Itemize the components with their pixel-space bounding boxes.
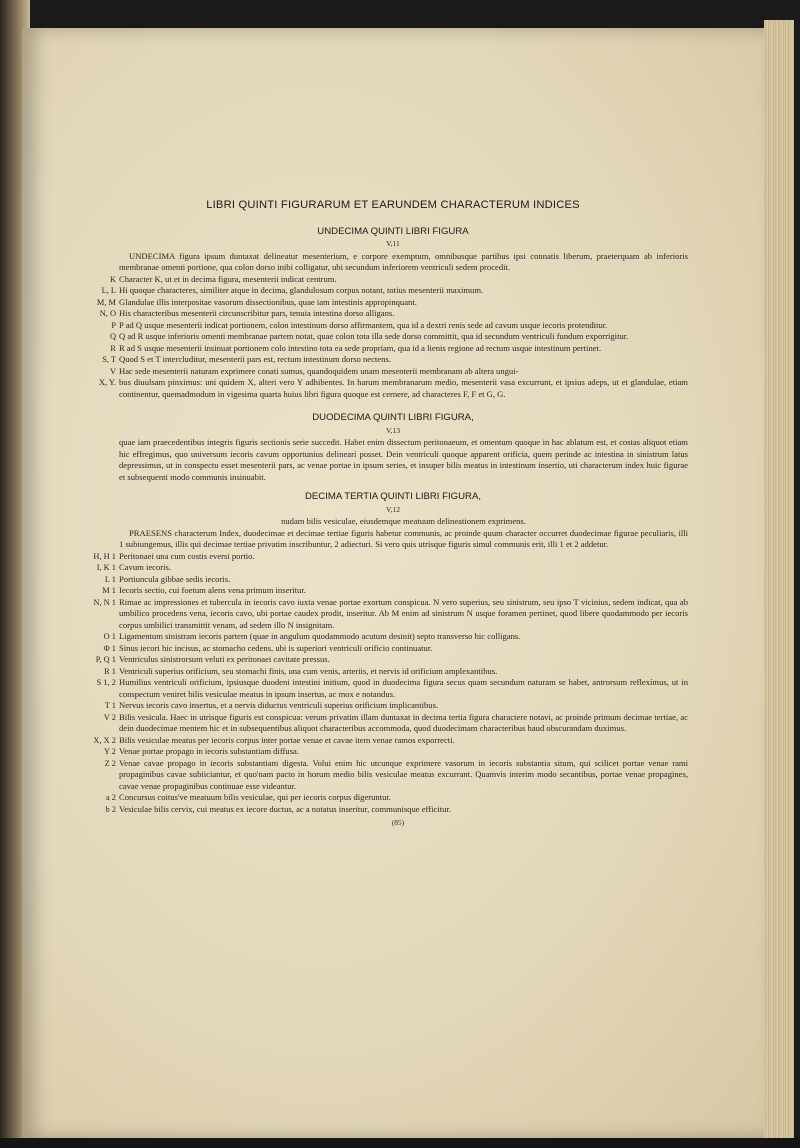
entry-row xyxy=(88,792,688,804)
entry-list-undecima xyxy=(88,274,688,401)
entry-mark: X, Y. xyxy=(99,378,116,387)
entry-row xyxy=(88,758,688,793)
section-ref-undecima: V,11 xyxy=(386,239,400,248)
entry-mark: S, T xyxy=(102,355,116,364)
entry-mark: Z 2 xyxy=(104,758,116,768)
entry-row xyxy=(88,551,688,563)
entry-row xyxy=(88,654,688,666)
entry-text: Quod S et T intercluditur, mesenterii pars est, rectum intestinum dorso nectens. xyxy=(119,354,391,364)
entry-text: Portiuncula gibbae sedis iecoris. xyxy=(119,573,231,584)
entry-row xyxy=(88,597,688,632)
entry-mark: P, Q 1 xyxy=(95,655,116,664)
entry-row xyxy=(88,562,688,574)
entry-text: Rimae ac impressiones et tubercula in iecoris cavo iuxta venae portae exortum conspicua. N vero superius, seu sinistrum, seu ipso T vicinius, sedem indicat, qua ab umbilico procedens vena, iecoris cavo, ubi portae caudex prodit, inseritur. Ab M enim ad sinistrum N usque foramen pertinet, quod libere quodammodo per iecoris corpus umbilici transmittit venam, ad sedem illo N insignitam. xyxy=(119,596,688,630)
entry-row xyxy=(88,343,688,355)
entry-row xyxy=(88,366,688,378)
section-heading-duodecima: DUODECIMA QUINTI LIBRI FIGURA, xyxy=(312,412,474,423)
entry-text: Nervus iecoris cavo insertus, et a nervis diductus ventriculi superius orificium implicantibus. xyxy=(119,700,439,710)
entry-row xyxy=(88,308,688,320)
page-text xyxy=(88,200,688,829)
entry-row xyxy=(88,631,688,643)
entry-text: Venae cavae propago in iecoris substantiam digesta. Volui enim hic utcunque exprimere vasorum in iecoris substantia situm, qui scilicet portae venae rami propaginibus cavae subiiciantur, et quo'nam pacto in horum medio bilis vesiculae meatus excurrant. Quamvis interim modo secantibus, portae venae propagines, cavae venae propaginibus continuae esse videantur. xyxy=(119,757,688,791)
entry-mark: N, N 1 xyxy=(93,597,116,607)
entry-text: Ventriculus sinistrorsum veluti ex peritonaei cavitate pressus. xyxy=(119,654,330,664)
entry-text: Glandulae illis interpositae vasorum dissectionibus, quae iam intestinis appropinquant. xyxy=(119,296,417,307)
entry-text: Ventriculi superius orificium, seu stomachi finis, una cum venis, arteriis, et nervis id orificium amplexantibus. xyxy=(119,665,498,676)
entry-row xyxy=(88,354,688,366)
entry-row xyxy=(88,320,688,332)
entry-row xyxy=(88,677,688,700)
section-heading-undecima: UNDECIMA QUINTI LIBRI FIGURA xyxy=(317,225,469,237)
entry-mark: L, L xyxy=(101,286,116,295)
entry-text: Concursus coitus've meatuum bilis vesiculae, qui per iecoris corpus digeruntur. xyxy=(119,792,391,802)
entry-row xyxy=(88,585,688,597)
entry-row xyxy=(88,285,688,297)
entry-text: Bilis vesicula. Haec in utrisque figuris est conspicua: verum privatim illam duntaxat in decima tertia figura charactere notavi, ac proinde primum decimae tertiae, ac dein duodecimae mentem hic et in subsequentibus aliquot characteribus accommoda, quod duodecimam characteribus haud obscurandam duximus. xyxy=(119,711,688,733)
entry-mark: V xyxy=(109,366,116,376)
entry-mark: M, M xyxy=(96,297,116,307)
entry-text: Iecoris sectio, cui foetum alens vena primum inseritur. xyxy=(119,585,306,595)
entry-row xyxy=(88,746,688,758)
entry-mark: H, H 1 xyxy=(93,551,116,561)
section-body-duodecima: quae iam praecedentibus integris figuris sectionis serie succedit. Habet enim dissectum peritonaeum, et omentum quoque in hac ablatum est, et costas aliquot etiam hic effregimus, quo universum iecoris cavum opportunius delinearí posset. Dein ventriculi quoque apparent orificia, quem perinde ac intestina in sinistrum latus depressimus, ut in conspectu esset mesenterii pars, ac venae portae in ipsum series, et insuper bilis meatus in intestinum insertio, uti characterum index huic figurae et subsequenti modo communis insinuabit. xyxy=(119,437,688,482)
bottom-border xyxy=(0,1138,800,1148)
entry-text: Bilis vesiculae meatus per iecoris corpus inter portae venae et cavae item venae ramos exporrecti. xyxy=(119,734,455,745)
entry-mark: b 2 xyxy=(105,804,116,814)
section-ref-duodecima: V,13 xyxy=(386,425,400,435)
entry-mark: X, X 2 xyxy=(93,735,116,745)
entry-text: Sinus iecori hic incisus, ac stomacho cedens, ubi is superiori ventriculi orificio continuatur. xyxy=(119,642,433,653)
entry-text: Peritonaei una cum costis eversi portio. xyxy=(119,550,255,561)
entry-mark: V 2 xyxy=(103,712,116,722)
entry-mark: I, K 1 xyxy=(96,563,116,572)
entry-row xyxy=(88,331,688,343)
entry-mark: S 1, 2 xyxy=(96,678,116,687)
entry-row xyxy=(88,712,688,735)
entry-text: R ad S usque mesenterii insinuat portionem colo intestino tota ea sede propriam, qua id a lienis regione ad rectum usque intestinum pertinet. xyxy=(119,342,602,353)
entry-text: Ligamentum sinistram iecoris partem (quae in angulum quodammodo acutum desinit) septo transverso hic colligans. xyxy=(119,631,521,641)
entry-text: bus diuulsam pinximus: uni quidem X, alteri vero Y adhibentes. In harum membranarum medio, mesenterii vasa excurrunt, et ipsius adeps, ut et glandulae, etiam continentur, quemadmodum in vigesima quarta huius libri figura quoque est cernere, ad characteres F, F et G, G. xyxy=(119,377,688,399)
entry-row xyxy=(88,297,688,309)
page-edges xyxy=(764,20,794,1144)
entry-text: Hi quoque characteres, similiter atque in decima, glandulosum corpus notant, totius mesenterii maximum. xyxy=(119,285,484,295)
entry-mark: R xyxy=(110,343,116,353)
entry-mark: Φ 1 xyxy=(103,643,116,653)
section-ref-decima-tertia: V,12 xyxy=(386,504,400,514)
entry-row xyxy=(88,274,688,286)
entry-mark: T 1 xyxy=(104,701,116,710)
entry-text: Character K, ut et in decima figura, mesenterii indicat centrum. xyxy=(119,273,337,284)
entry-mark: R 1 xyxy=(104,666,116,676)
entry-text: Humilius ventriculi orificium, ipsiusque duodeni intestini initium, quod in duodecima figura secus quam secundum naturam se habet, antrorsum reflexímus, ut in conspectum veniret bilis vesiculae meatus in ipsum insertus, ac mox e notandus. xyxy=(119,677,688,699)
entry-mark: P xyxy=(111,320,116,330)
entry-text: Venae portae propago in iecoris substantiam diffusa. xyxy=(119,746,300,756)
entry-row xyxy=(88,804,688,816)
section-intro-undecima: UNDECIMA figura ipsum duntaxat delineatur mesenterium, e corpore exemptum, omnibusque partibus ipsi connatis liberum, praeterquam ab inferioris membranae omenti portione, qua colon dorso inibi colligatur, ubi secundum inferiorem ventriculi sedem procedit. xyxy=(119,250,688,272)
entry-mark: K xyxy=(109,274,116,284)
entry-mark: M 1 xyxy=(102,586,116,595)
entry-mark: Q xyxy=(109,332,116,341)
entry-text: Cavum iecoris. xyxy=(119,562,172,572)
entry-text: Hac sede mesenterii naturam exprimere conati sumus, quandoquidem unam mesenterii membranam ab altera ungui- xyxy=(119,365,519,376)
entry-mark: a 2 xyxy=(106,793,116,802)
entry-text: P ad Q usque mesenterii indicat portionem, colon intestinum dorso affirmantem, qua id a dextri renis sede ad cavum usque iecoris protenditur. xyxy=(119,319,608,330)
entry-row xyxy=(88,735,688,747)
entry-text: Vesiculae bilis cervix, cui meatus ex iecore ductus, ac a notatus inseritur, communisque efficitur. xyxy=(119,803,451,814)
section-intro-decima-tertia: PRAESENS characterum Index, duodecimae et decimae tertiae figuris habetur communis, ac proinde quum character occurret duodecimae figurae peculiaris, illi 1 subiungemus, illis qui decimae tertiae privatim inscribuntur, 2 adiecturi. Si vero quis utrisque figuris simul communis erit, illi 1 et 2 addetur. xyxy=(119,527,688,549)
page-title: LIBRI QUINTI FIGURARUM ET EARUNDEM CHARACTERUM INDICES xyxy=(206,199,580,211)
entry-mark: N, O xyxy=(99,309,116,318)
section-heading-decima-tertia: DECIMA TERTIA QUINTI LIBRI FIGURA, xyxy=(304,491,482,502)
entry-list-decima-tertia xyxy=(88,551,688,816)
entry-text: Q ad R usque inferioris omenti membranae partem notat, quae colon tota illa sede dorso committit, qua id secundum ventriculi fundum exporrigitur. xyxy=(119,331,629,341)
entry-row xyxy=(88,700,688,712)
entry-mark: O 1 xyxy=(103,632,116,641)
entry-row xyxy=(88,377,688,400)
entry-row xyxy=(88,643,688,655)
entry-text: His characteribus mesenterii circunscribitur pars, tenuia intestina dorso alligans. xyxy=(119,308,395,318)
entry-mark: Y 2 xyxy=(103,747,116,756)
entry-row xyxy=(88,574,688,586)
entry-row xyxy=(88,666,688,678)
section-subtitle-decima-tertia: nudam bilis vesiculae, eiusdemque meatuum delineationem exprimens. xyxy=(281,516,526,526)
entry-mark: L 1 xyxy=(104,574,116,584)
page-number: (85) xyxy=(391,818,405,827)
